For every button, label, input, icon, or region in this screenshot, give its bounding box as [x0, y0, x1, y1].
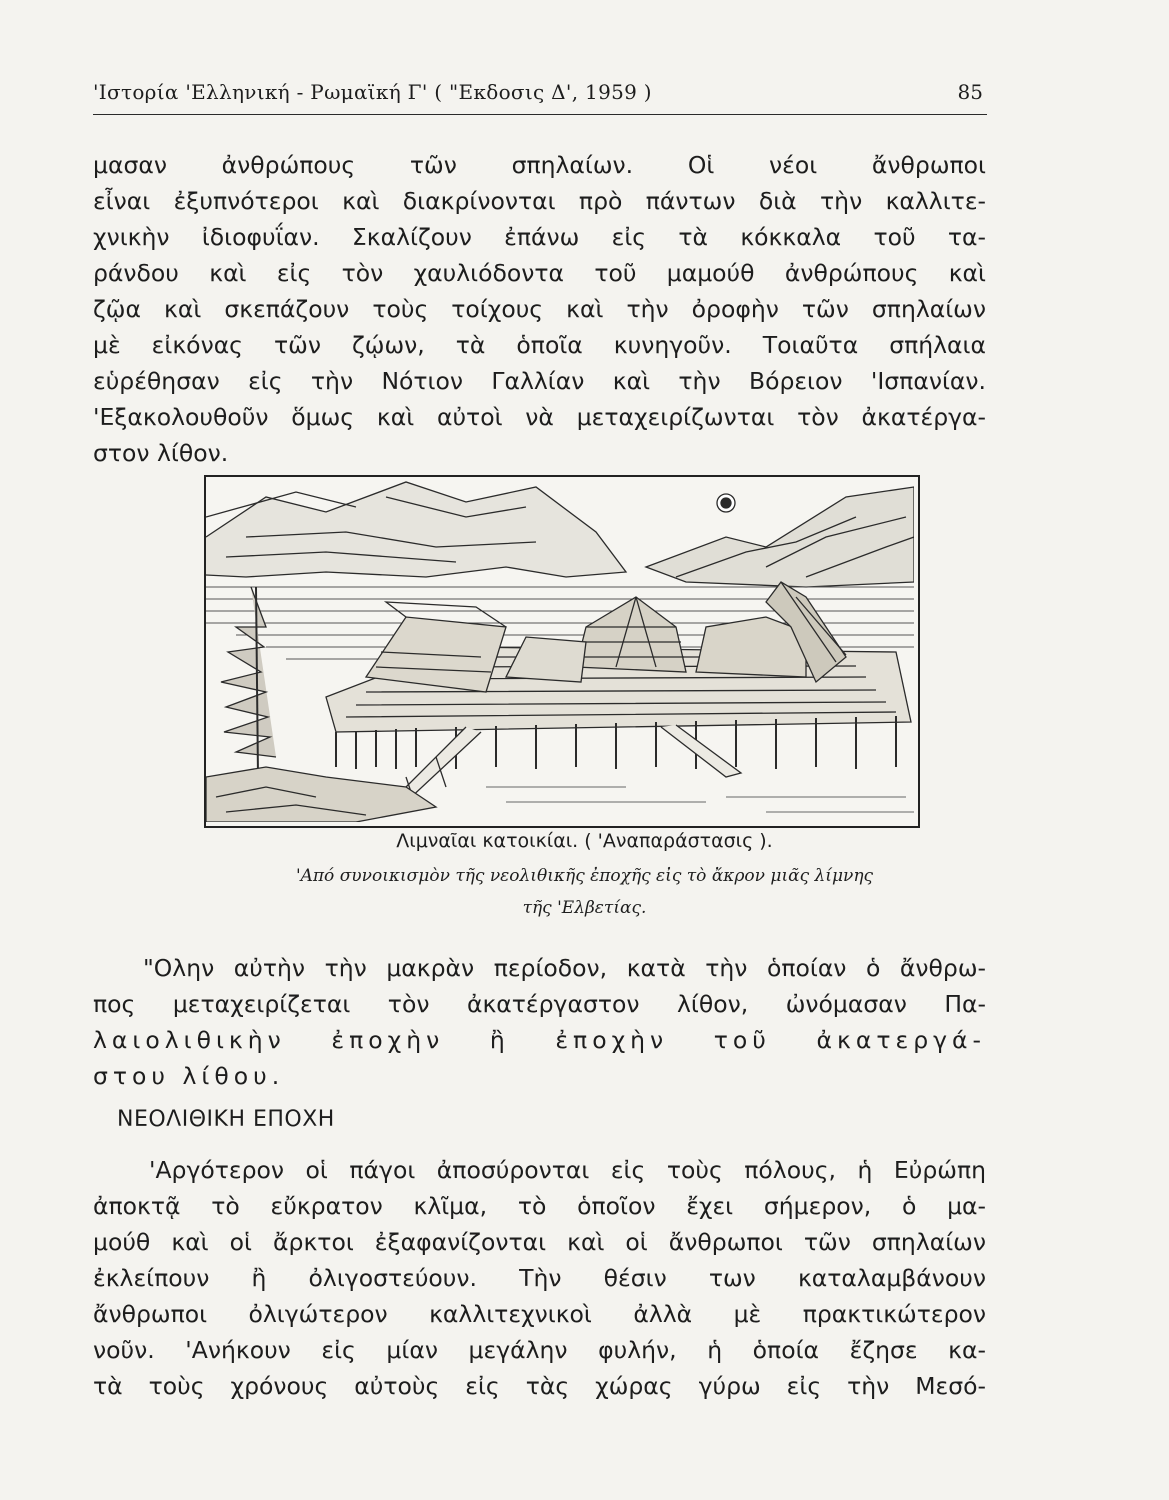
book-title: 'Ιστορία 'Ελληνική - Ρωμαϊκή Γ' ( "Εκδοσις Δ', 1959 ): [93, 80, 652, 104]
text-line: νοῦν. 'Ανήκουν εἰς μίαν μεγάλην φυλήν, ἡ ὁποία ἔζησε κα-: [93, 1336, 986, 1364]
text-line: ζῷα καὶ σκεπάζουν τοὺς τοίχους καὶ τὴν ὀροφὴν τῶν σπηλαίων: [93, 295, 986, 323]
paragraph-caves: [93, 147, 986, 471]
text-line: ράνδου καὶ εἰς τὸν χαυλιόδοντα τοῦ μαμούθ ἀνθρώπους καὶ: [93, 259, 986, 287]
text-line: εἶναι ἐξυπνότεροι καὶ διακρίνονται πρὸ πάντων διὰ τὴν καλλιτε-: [93, 187, 986, 215]
text-line: μασαν ἀνθρώπους τῶν σπηλαίων. Οἱ νέοι ἄνθρωποι: [93, 151, 986, 179]
text-line: χνικὴν ἰδιοφυΐαν. Σκαλίζουν ἐπάνω εἰς τὰ κόκκαλα τοῦ τα-: [93, 223, 986, 251]
text-line: τὰ τοὺς χρόνους αὐτοὺς εἰς τὰς χώρας γύρω εἰς τὴν Μεσό-: [93, 1372, 986, 1400]
paragraph-neolithic: [93, 1152, 986, 1404]
text-line: εὑρέθησαν εἰς τὴν Νότιον Γαλλίαν καὶ τὴν Βόρειον 'Ισπανίαν.: [93, 367, 986, 395]
figure-caption-line: τῆς 'Ελβετίας.: [522, 898, 647, 918]
text-line: λαιολιθικὴν ἐποχὴν ἢ ἐποχὴν τοῦ ἀκατεργά-: [93, 1026, 986, 1054]
text-line: "Ολην αὐτὴν τὴν μακρὰν περίοδον, κατὰ τὴν ὁποίαν ὁ ἄνθρω-: [143, 954, 986, 982]
page-number: 85: [957, 80, 983, 104]
text-line: ἄνθρωποι ὀλιγώτερον καλλιτεχνικοὶ ἀλλὰ μὲ πρακτικώτερον: [93, 1300, 986, 1328]
text-line: 'Αργότερον οἱ πάγοι ἀποσύρονται εἰς τοὺς πόλους, ἡ Εὐρώπη: [149, 1156, 986, 1184]
illustration-drawing: [206, 477, 914, 822]
figure-caption-title: Λιμναῖαι κατοικίαι. ( 'Αναπαράστασις ).: [396, 830, 773, 852]
lake-dwellings-illustration: [204, 475, 920, 828]
text-line: μούθ καὶ οἱ ἄρκτοι ἐξαφανίζονται καὶ οἱ ἄνθρωποι τῶν σπηλαίων: [93, 1228, 986, 1256]
text-line: πος μεταχειρίζεται τὸν ἀκατέργαστον λίθον, ὠνόμασαν Πα-: [93, 990, 986, 1018]
text-line: μὲ εἰκόνας τῶν ζῴων, τὰ ὁποῖα κυνηγοῦν. Τοιαῦτα σπήλαια: [93, 331, 986, 359]
section-heading: ΝΕΟΛΙΘΙΚΗ ΕΠΟΧΗ: [117, 1107, 335, 1132]
text-line: 'Εξακολουθοῦν ὅμως καὶ αὐτοὶ νὰ μεταχειρίζωνται τὸν ἀκατέργα-: [93, 403, 986, 431]
text-line: ἀποκτᾷ τὸ εὔκρατον κλῖμα, τὸ ὁποῖον ἔχει σήμερον, ὁ μα-: [93, 1192, 986, 1220]
text-line: στον λίθον.: [93, 439, 229, 467]
running-header: [93, 80, 987, 115]
figure-caption-line: 'Από συνοικισμὸν τῆς νεολιθικῆς ἐποχῆς εἰς τὸ ἄκρον μιᾶς λίμνης: [295, 866, 874, 886]
text-line: στου λίθου.: [93, 1062, 285, 1090]
paragraph-palaeolithic: [93, 950, 986, 1094]
text-line: ἐκλείπουν ἢ ὀλιγοστεύουν. Τὴν θέσιν των καταλαμβάνουν: [93, 1264, 986, 1292]
